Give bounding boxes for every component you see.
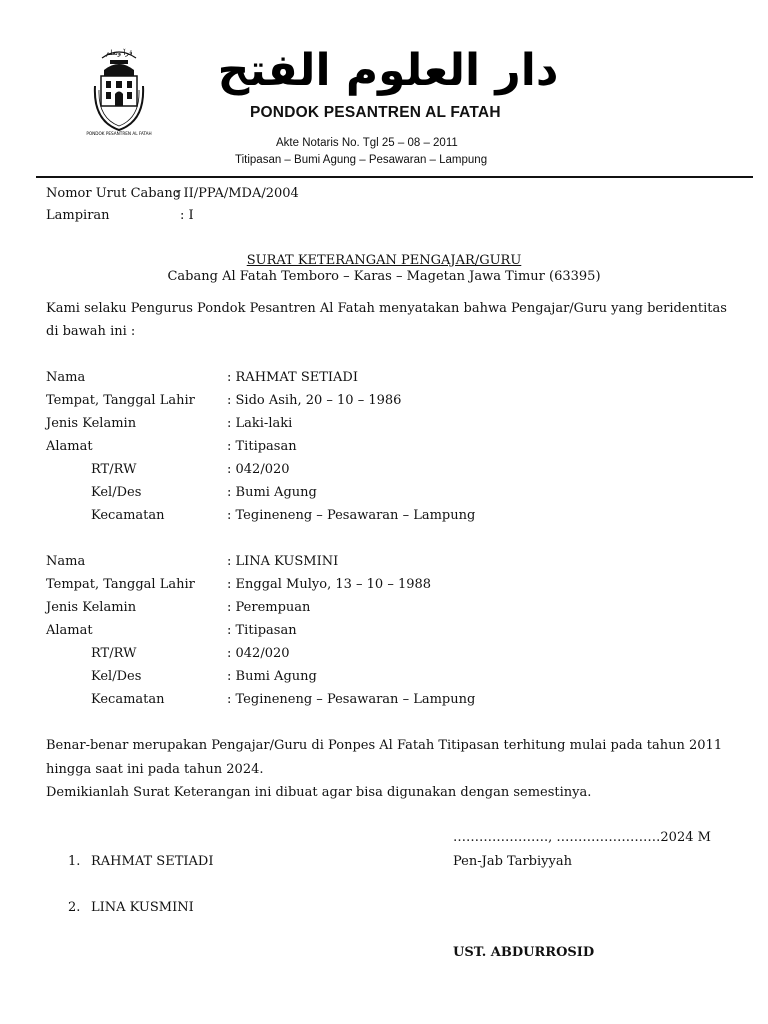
field-label: Alamat [46,439,93,454]
field-value: : Laki-laki [227,416,293,431]
sign-list-name: LINA KUSMINI [91,900,194,915]
lampiran-value: : I [180,208,194,223]
field-label: Alamat [46,623,93,638]
field-value: : Sido Asih, 20 – 10 – 1986 [227,393,402,408]
sign-list-number: 1. [68,854,81,869]
arabic-title [217,40,559,98]
field-value: : Tegineneng – Pesawaran – Lampung [227,508,476,523]
field-label: Kel/Des [91,669,142,684]
org-name: PONDOK PESANTREN AL FATAH [250,104,501,121]
field-value: : Titipasan [227,439,297,454]
field-value: : 042/020 [227,462,290,477]
akte-notaris: Akte Notaris No. Tgl 25 – 08 – 2011 [276,137,458,149]
intro-line-2: di bawah ini : [46,324,136,339]
logo-ring-text: PONDOK PESANTREN AL FATAH [86,131,152,136]
letter-title: SURAT KETERANGAN PENGAJAR/GURU [246,253,522,268]
field-value: : Tegineneng – Pesawaran – Lampung [227,692,476,707]
nomor-label: Nomor Urut Cabang [46,186,182,201]
arabic-title-text: دار العلوم الفتح [217,45,559,96]
field-value: : Bumi Agung [227,669,317,684]
field-value: : Bumi Agung [227,485,317,500]
field-label: Jenis Kelamin [46,416,137,431]
field-value: : Perempuan [227,600,311,615]
field-value: : Enggal Mulyo, 13 – 10 – 1988 [227,577,432,592]
field-label: RT/RW [91,646,137,661]
body-line-1: Benar-benar merupakan Pengajar/Guru di Ponpes Al Fatah Titipasan terhitung mulai pada tahun 2011 [46,738,723,753]
field-label: RT/RW [91,462,137,477]
place-date: …………………., ……………………2024 M [453,830,711,845]
field-label: Tempat, Tanggal Lahir [46,393,195,408]
logo-motto: قرآ وتعلم [105,49,133,57]
field-value: : Titipasan [227,623,297,638]
field-value: : RAHMAT SETIADI [227,370,358,385]
sign-list-name: RAHMAT SETIADI [91,854,214,869]
sign-list-number: 2. [68,900,81,915]
nomor-value: : II/PPA/MDA/2004 [175,186,299,201]
field-value: : 042/020 [227,646,290,661]
field-label: Jenis Kelamin [46,600,137,615]
field-label: Kecamatan [91,508,165,523]
org-address: Titipasan – Bumi Agung – Pesawaran – Lampung [235,154,488,166]
body-line-3: Demikianlah Surat Keterangan ini dibuat agar bisa digunakan dengan semestinya. [46,785,592,800]
letter-subtitle: Cabang Al Fatah Temboro – Karas – Magetan Jawa Timur (63395) [167,269,601,284]
field-label: Kel/Des [91,485,142,500]
field-label: Tempat, Tanggal Lahir [46,577,195,592]
field-value: : LINA KUSMINI [227,554,339,569]
field-label: Kecamatan [91,692,165,707]
body-line-2: hingga saat ini pada tahun 2024. [46,762,264,777]
intro-line-1: Kami selaku Pengurus Pondok Pesantren Al Fatah menyatakan bahwa Pengajar/Guru yang beridentitas [46,301,727,316]
header-divider [36,176,753,178]
lampiran-label: Lampiran [46,208,110,223]
field-label: Nama [46,370,86,385]
signer-position: Pen-Jab Tarbiyyah [453,854,572,869]
signer-name: UST. ABDURROSID [453,945,595,960]
field-label: Nama [46,554,86,569]
pesantren-logo [86,46,152,136]
